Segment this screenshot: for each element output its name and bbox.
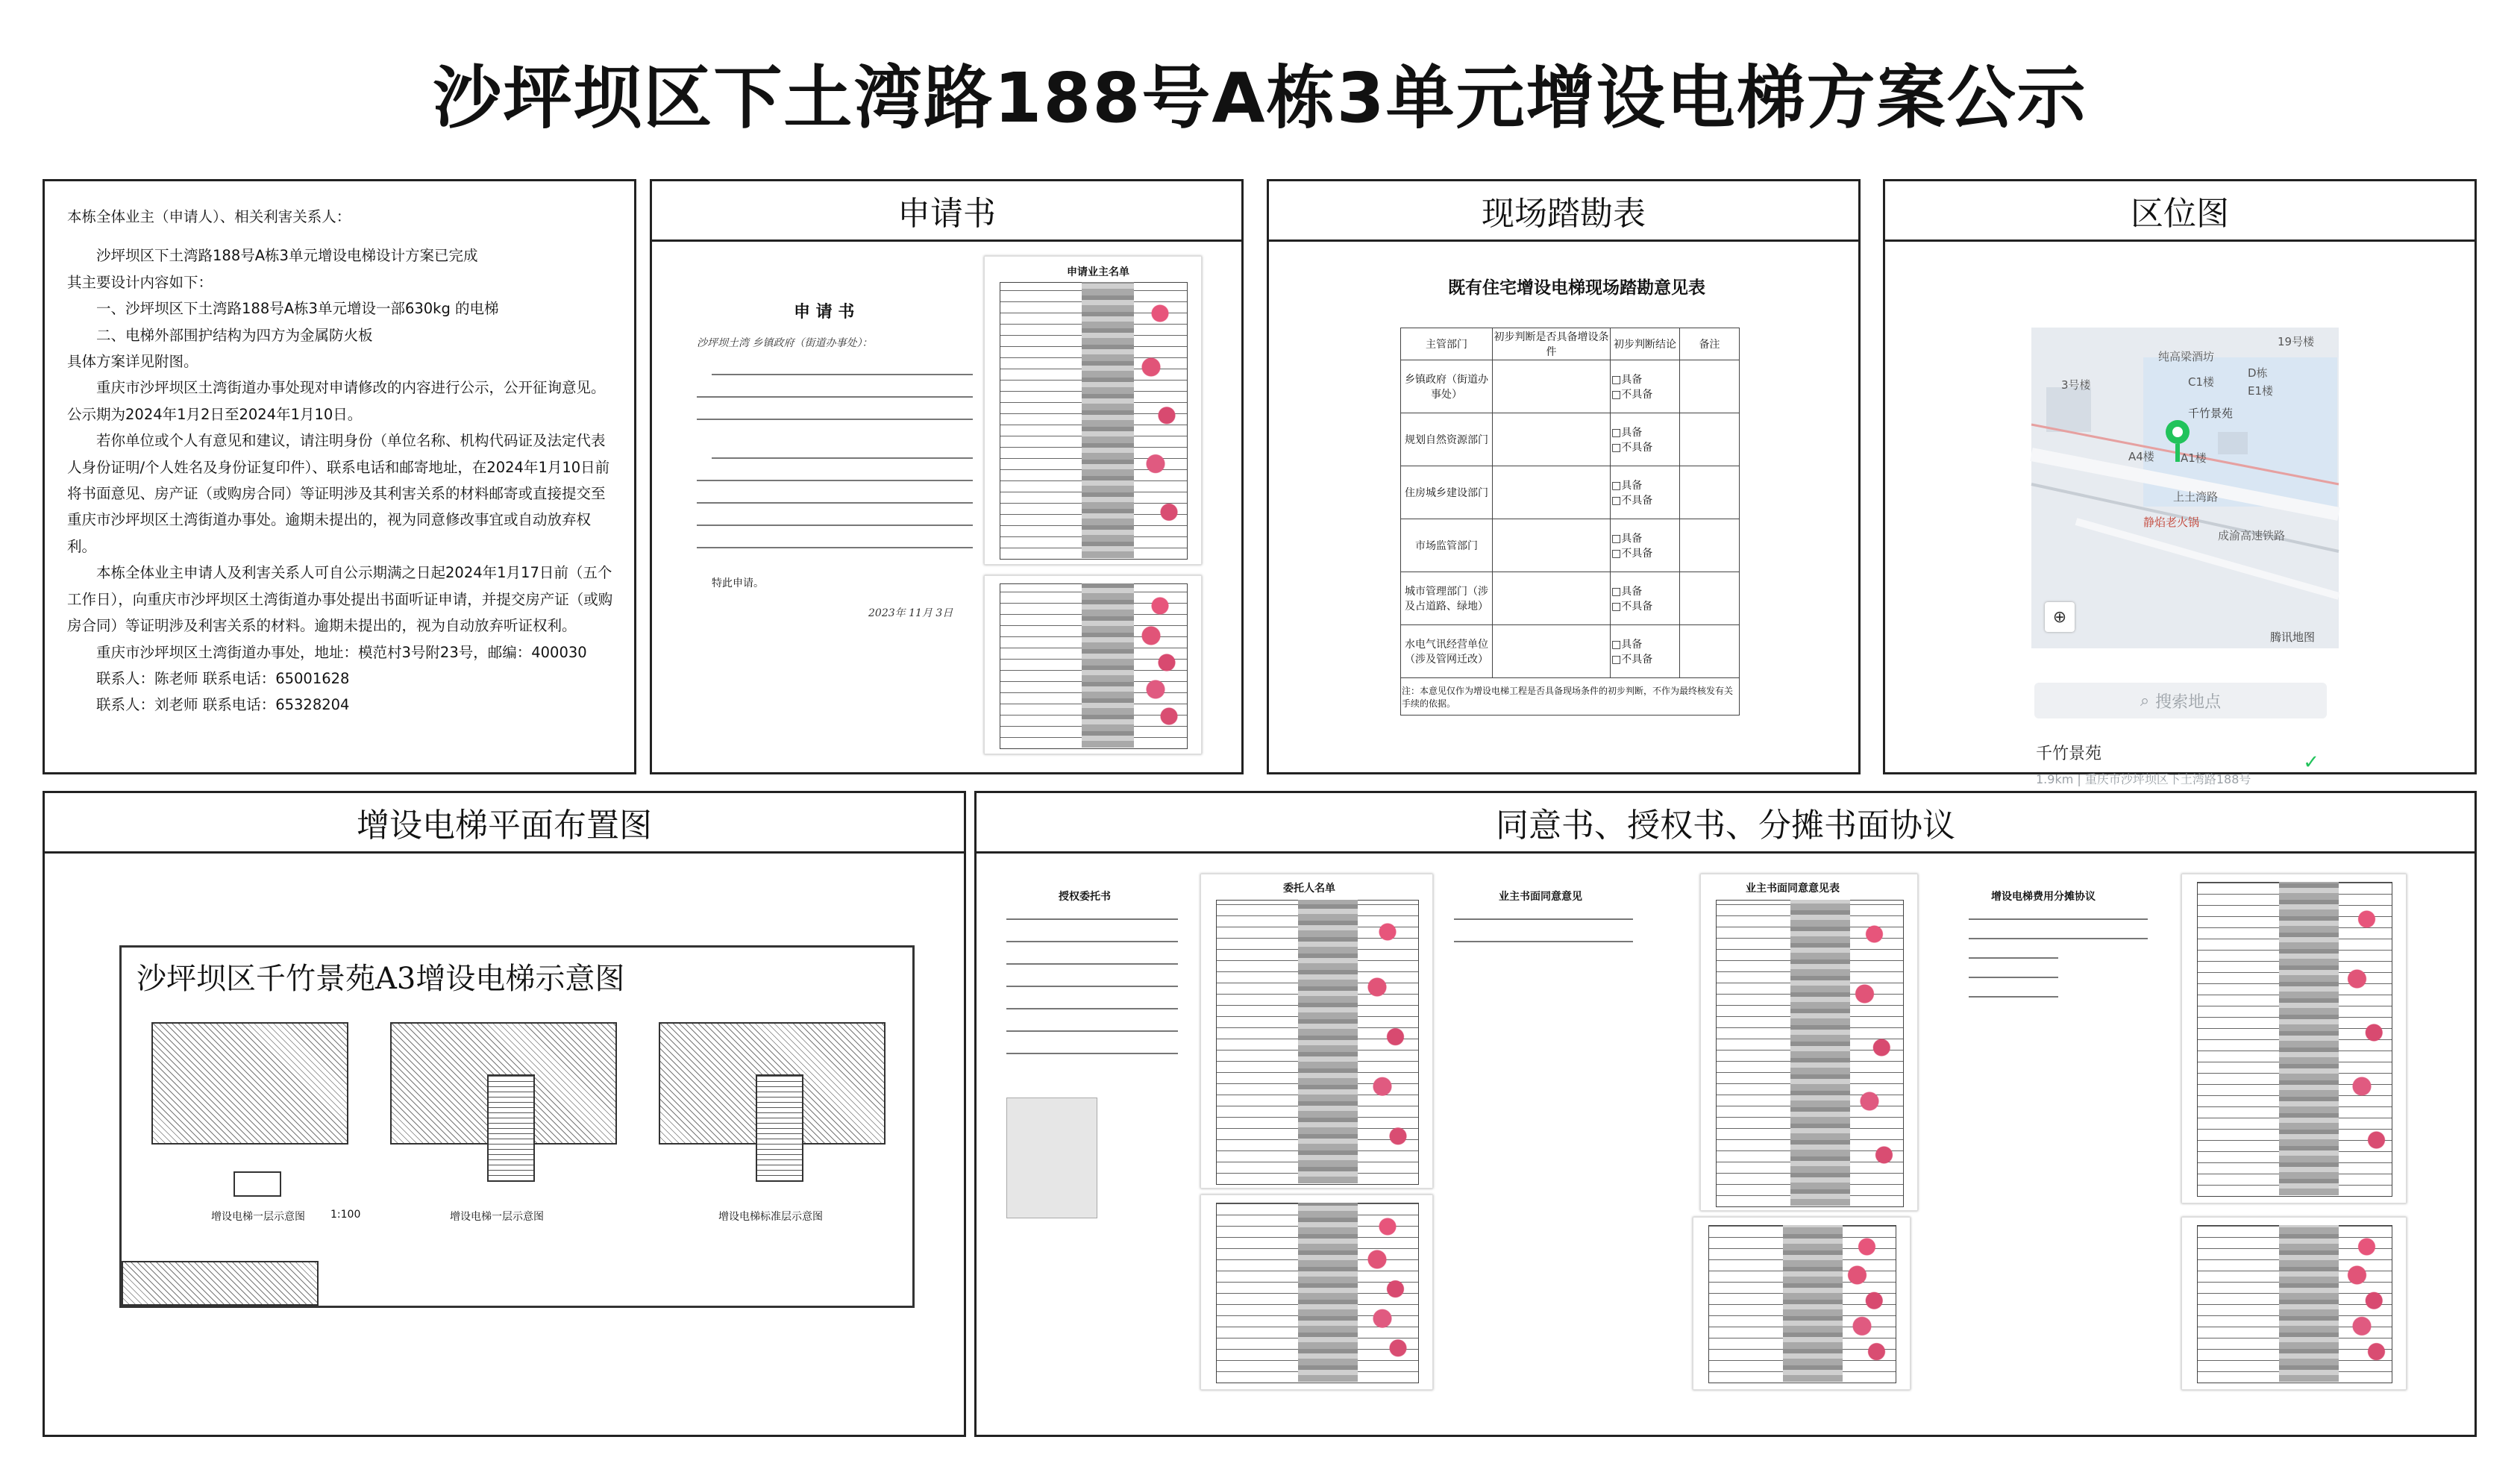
survey-row-label: 水电气讯经营单位（涉及管网迁改） bbox=[1401, 625, 1493, 678]
survey-header: 初步判断是否具备增设条件 bbox=[1493, 328, 1611, 360]
page-title: 沙坪坝区下土湾路188号A栋3单元增设电梯方案公示 bbox=[433, 58, 2087, 138]
map-label: A1楼 bbox=[2181, 451, 2207, 465]
consent-roster-sheet bbox=[1700, 874, 1918, 1211]
survey-table: 主管部门 初步判断是否具备增设条件 初步判断结论 备注 乡镇政府（街道办事处） □具备 □不具备 规划自然资源部门 □具备 □不具备 住房城乡建设部门 □具备 □不具备 市场监管部门 □具备 □不具备 城市管理部门（涉及占道路、绿地） □具备 □不具备 水电气讯经营单位（涉及管网迁改） □具备 □不具备 注：本意见仅作为增设电梯工程是否具备现场条件的初步判断，不作为最终核发有关手续的依据。 bbox=[1400, 328, 1740, 716]
survey-row-label: 乡镇政府（街道办事处） bbox=[1401, 360, 1493, 413]
survey-row-label: 市场监管部门 bbox=[1401, 519, 1493, 572]
cost-share-roster-sheet bbox=[2181, 874, 2407, 1203]
place-name: 千竹景苑 bbox=[2036, 745, 2102, 763]
survey-row-label: 城市管理部门（涉及占道路、绿地） bbox=[1401, 572, 1493, 625]
notice-line: 联系人：陈老师 联系电话：65001628 bbox=[96, 669, 350, 687]
notice-line bbox=[67, 230, 616, 242]
map-label: A4楼 bbox=[2128, 450, 2154, 463]
consent-roster-sheet bbox=[1693, 1217, 1911, 1390]
floorplan-panel-body bbox=[45, 851, 964, 1435]
proxy-roster-sheet bbox=[1200, 1194, 1433, 1390]
notice-line: 一、沙坪坝区下土湾路188号A栋3单元增设一部630kg 的电梯 bbox=[96, 300, 499, 318]
application-closing: 特此申请。 bbox=[712, 577, 764, 589]
map-label: 3号楼 bbox=[2061, 378, 2091, 392]
agreements-panel-title: 同意书、授权书、分摊书面协议 bbox=[977, 793, 2474, 854]
floorplan-drawing-title: 沙坪坝区千竹景苑A3增设电梯示意图 bbox=[137, 962, 625, 996]
floorplan-caption: 增设电梯一层示意图 bbox=[211, 1211, 305, 1223]
notice-line: 其主要设计内容如下： bbox=[67, 273, 213, 291]
map-label: 成渝高速铁路 bbox=[2218, 529, 2286, 542]
location-map[interactable] bbox=[2031, 328, 2339, 648]
notice-panel bbox=[43, 179, 636, 774]
notice-line: 公示期为2024年1月2日至2024年1月10日。 bbox=[67, 405, 363, 423]
application-panel bbox=[650, 179, 1244, 774]
application-addressee: 沙坪坝土湾 乡镇政府（街道办事处）： bbox=[697, 337, 873, 349]
proxy-roster-sheet bbox=[1200, 874, 1433, 1189]
application-panel-body bbox=[652, 239, 1241, 772]
cost-share-agreement bbox=[1954, 874, 2163, 1053]
map-label: 千竹景苑 bbox=[2188, 407, 2234, 420]
application-panel-title: 申请书 bbox=[652, 181, 1241, 242]
owner-opinion-letter bbox=[1447, 874, 1640, 1023]
application-date: 2023年 11月 3日 bbox=[868, 607, 953, 619]
survey-header: 初步判断结论 bbox=[1611, 328, 1680, 360]
location-panel bbox=[1883, 179, 2477, 786]
owner-opinion-title: 业主书面同意意见 bbox=[1499, 891, 1582, 903]
notice-line: 若你单位或个人有意见和建议，请注明身份（单位名称、机构代码证及法定代表人身份证明/个人姓名及身份证复印件）、联系电话和邮寄地址，在2024年1月10日前将书面意见、房产证（或购房合同）等证明涉及其利害关系的材料邮寄或直接提交至重庆市沙坪坝区土湾街道办事处。逾期未提出的，视为同意修改事宜或自动放弃权利。 bbox=[67, 432, 610, 555]
agreements-panel bbox=[974, 791, 2477, 1437]
notice-line: 具体方案详见附图。 bbox=[67, 353, 198, 371]
roster-title: 申请业主名单 bbox=[1067, 266, 1129, 278]
agreements-panel-body bbox=[977, 851, 2474, 1435]
search-icon: ⌕ bbox=[2140, 691, 2150, 710]
floorplan-panel bbox=[43, 791, 966, 1437]
survey-row-label: 住房城乡建设部门 bbox=[1401, 466, 1493, 519]
map-label: 19号楼 bbox=[2278, 335, 2315, 348]
floorplan-drawing bbox=[119, 945, 915, 1308]
application-roster-sheet bbox=[984, 575, 1202, 754]
notice-line: 本栋全体业主申请人及利害关系人可自公示期满之日起2024年1月17日前（五个工作日），向重庆市沙坪坝区土湾街道办事处提出书面听证申请，并提交房产证（或购房合同）等证明涉及利害关系的材料。逾期未提出的，视为自动放弃听证权利。 bbox=[67, 564, 613, 635]
application-roster-sheet bbox=[984, 256, 1202, 565]
survey-header: 备注 bbox=[1680, 328, 1740, 360]
survey-row-label: 规划自然资源部门 bbox=[1401, 413, 1493, 466]
application-letter-title: 申 请 书 bbox=[794, 302, 855, 322]
crosshair-icon: ⊕ bbox=[2052, 607, 2067, 627]
search-placeholder: 搜索地点 bbox=[2155, 692, 2222, 712]
notice-line: 重庆市沙坪坝区土湾街道办事处，地址：模范村3号附23号，邮编：400030 bbox=[96, 643, 587, 661]
survey-header: 主管部门 bbox=[1401, 328, 1493, 360]
map-label: C1楼 bbox=[2188, 375, 2215, 389]
floorplan-caption: 增设电梯标准层示意图 bbox=[718, 1211, 823, 1223]
survey-panel-body bbox=[1269, 239, 1858, 772]
authorization-letter bbox=[999, 874, 1185, 1291]
authorization-title: 授权委托书 bbox=[1059, 891, 1111, 903]
place-detail: 1.9km | 重庆市沙坪坝区下土湾路188号 bbox=[2036, 772, 2251, 786]
location-panel-title: 区位图 bbox=[1885, 181, 2474, 242]
check-icon: ✓ bbox=[2303, 751, 2319, 774]
map-label: D栋 bbox=[2248, 366, 2268, 380]
application-letter bbox=[682, 262, 995, 665]
map-attribution: 腾讯地图 bbox=[2270, 630, 2316, 644]
survey-panel-title: 现场踏勘表 bbox=[1269, 181, 1858, 242]
survey-note: 注：本意见仅作为增设电梯工程是否具备现场条件的初步判断，不作为最终核发有关手续的依据。 bbox=[1401, 678, 1740, 716]
notice-line: 本栋全体业主（申请人）、相关利害关系人： bbox=[67, 208, 351, 225]
proxy-roster-title: 委托人名单 bbox=[1283, 883, 1335, 895]
consent-roster-title: 业主书面同意意见表 bbox=[1746, 883, 1840, 895]
cost-share-title: 增设电梯费用分摊协议 bbox=[1991, 891, 2096, 903]
notice-line: 重庆市沙坪坝区土湾街道办事处现对申请修改的内容进行公示，公开征询意见。 bbox=[96, 379, 606, 397]
survey-form-title: 既有住宅增设电梯现场踏勘意见表 bbox=[1448, 278, 1705, 298]
survey-panel bbox=[1267, 179, 1861, 774]
notice-line: 二、电梯外部围护结构为四方为金属防火板 bbox=[96, 326, 373, 344]
cost-share-roster-sheet bbox=[2181, 1217, 2407, 1390]
notice-line: 沙坪坝区下土湾路188号A栋3单元增设电梯设计方案已完成 bbox=[96, 247, 478, 265]
floorplan-caption: 增设电梯一层示意图 bbox=[450, 1211, 544, 1223]
locate-button[interactable] bbox=[2045, 602, 2075, 632]
map-label: 上土湾路 bbox=[2173, 490, 2219, 504]
location-panel-body bbox=[1885, 239, 2474, 786]
map-label: 纯高梁酒坊 bbox=[2158, 350, 2215, 363]
notice-line: 联系人：刘老师 联系电话：65328204 bbox=[96, 696, 350, 714]
map-label: E1楼 bbox=[2248, 384, 2274, 398]
place-result[interactable] bbox=[2036, 741, 2327, 793]
search-input[interactable] bbox=[2034, 683, 2327, 718]
map-label: 静焰老火锅 bbox=[2143, 516, 2200, 529]
notice-text bbox=[67, 204, 616, 718]
floorplan-scale: 1:100 bbox=[330, 1209, 361, 1221]
floorplan-panel-title: 增设电梯平面布置图 bbox=[45, 793, 964, 854]
id-card-photo bbox=[1006, 1098, 1097, 1218]
